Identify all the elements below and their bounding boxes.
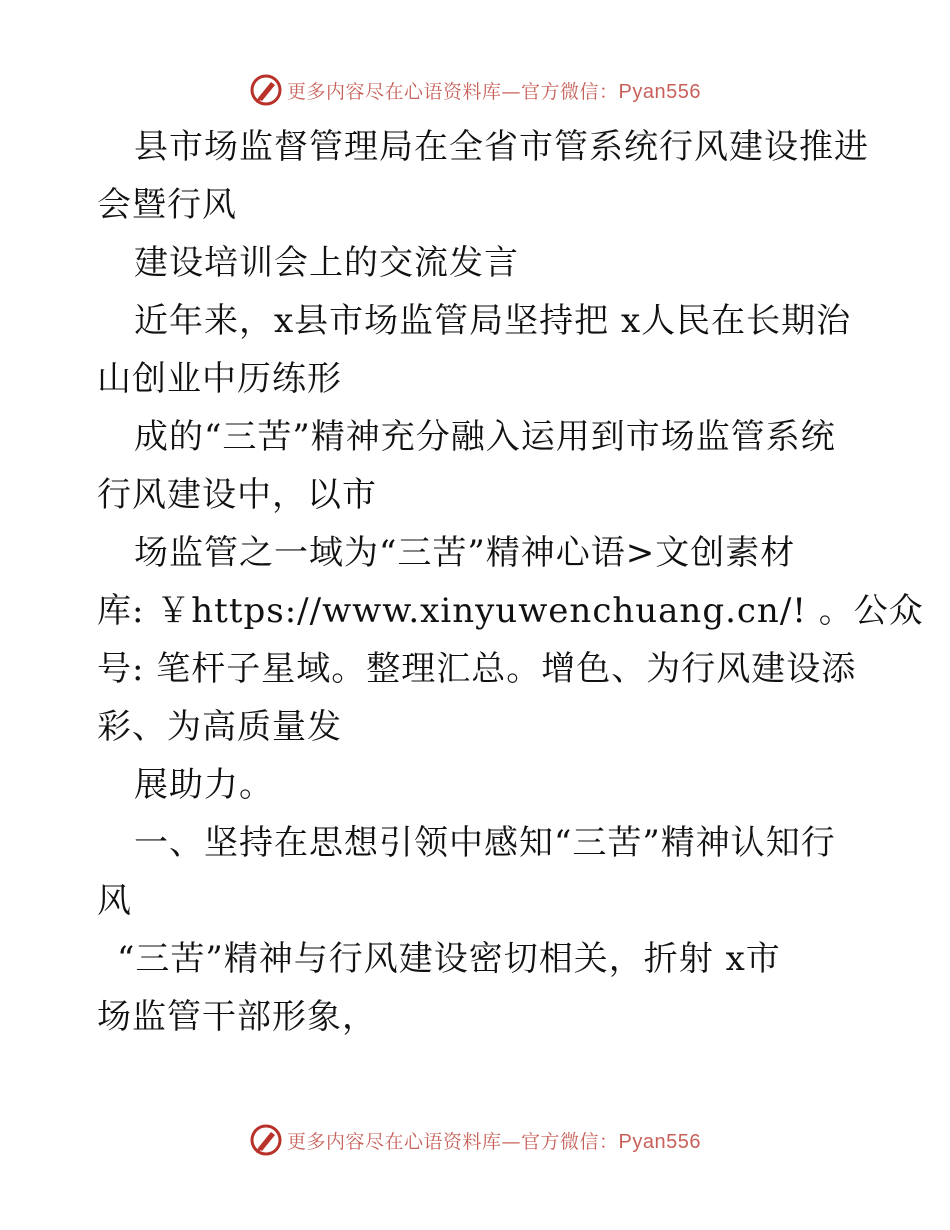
doc-line: 风 xyxy=(97,881,132,921)
doc-line: 县市场监督管理局在全省市管系统行风建设推进 xyxy=(134,127,869,167)
footer-banner xyxy=(0,1122,950,1158)
pen-logo-icon xyxy=(249,73,283,107)
doc-line: 会暨行风 xyxy=(97,185,237,225)
doc-line: 一、坚持在思想引领中感知“三苦”精神认知行 xyxy=(134,823,836,863)
doc-line: 场监管干部形象， xyxy=(97,997,377,1037)
doc-line: 建设培训会上的交流发言 xyxy=(134,243,519,283)
doc-line: 成的“三苦”精神充分融入运用到市场监管系统 xyxy=(134,417,836,457)
doc-line: 号: 笔杆子星域。整理汇总。增色、为行风建设添 xyxy=(97,649,857,689)
doc-line: 展助力。 xyxy=(134,765,274,805)
doc-line: 场监管之一域为“三苦”精神心语>文创素材 xyxy=(134,533,796,573)
banner-wechat-id: Pyan556 xyxy=(618,1130,701,1153)
pen-logo-icon xyxy=(249,1123,283,1157)
doc-line: 近年来，x县市场监管局坚持把 x人民在长期治 xyxy=(134,301,852,341)
doc-line: 库: ￥https://www.xinyuwenchuang.cn/! 。公众 xyxy=(97,591,924,631)
banner-wechat-id: Pyan556 xyxy=(618,80,701,103)
doc-line: “三苦”精神与行风建设密切相关，折射 x市 xyxy=(117,939,781,979)
header-banner xyxy=(0,72,950,108)
doc-line: 山创业中历练形 xyxy=(97,359,342,399)
doc-line: 彩、为高质量发 xyxy=(97,707,342,747)
document-body xyxy=(97,118,924,1046)
banner-text: 更多内容尽在心语资料库—官方微信：Pyan556 xyxy=(287,80,701,103)
doc-line: 行风建设中，以市 xyxy=(97,475,377,515)
banner-text: 更多内容尽在心语资料库—官方微信：Pyan556 xyxy=(287,1130,701,1153)
